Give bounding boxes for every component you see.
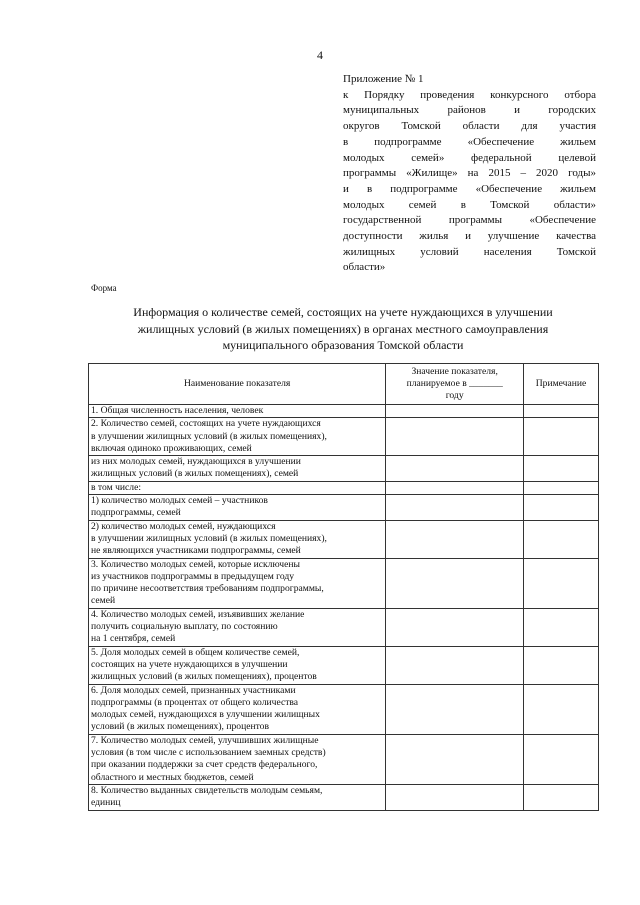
- indicator-name-cell: [89, 418, 386, 456]
- indicator-name-cell: [89, 608, 386, 646]
- indicator-value-cell[interactable]: [386, 495, 524, 521]
- indicator-name-line: из участников подпрограммы в предыдущем году: [91, 570, 295, 582]
- indicator-name-cell: [89, 734, 386, 784]
- indicator-name-cell: [89, 481, 386, 494]
- note-cell[interactable]: [524, 418, 599, 456]
- indicator-name-line: состоящих на учете нуждающихся в улучшении: [91, 658, 288, 670]
- indicator-value-cell[interactable]: [386, 784, 524, 810]
- appendix-line: округов Томской области для участия: [343, 120, 596, 133]
- indicator-name-line: семей: [91, 595, 116, 607]
- table-row: [89, 646, 599, 684]
- header-note: Примечание: [524, 364, 599, 405]
- table-row: [89, 481, 599, 494]
- indicator-name-line: по причине несоответствия требованиям подпрограммы,: [91, 583, 324, 595]
- indicator-name-cell: [89, 495, 386, 521]
- indicator-name-cell: [89, 684, 386, 734]
- page-number: 4: [317, 48, 323, 62]
- indicator-value-cell[interactable]: [386, 456, 524, 482]
- indicator-value-cell[interactable]: [386, 734, 524, 784]
- indicator-name-line: получить социальную выплату, по состоянию: [91, 621, 278, 633]
- indicator-name-line: молодых семей, нуждающихся в улучшении жилищных: [91, 709, 320, 721]
- table-row: [89, 784, 599, 810]
- appendix-line: жилищных условий населения Томской: [343, 245, 596, 258]
- table-row: [89, 418, 599, 456]
- note-cell[interactable]: [524, 784, 599, 810]
- indicator-name-line: условий (в жилых помещениях), процентов: [91, 721, 269, 733]
- note-cell[interactable]: [524, 646, 599, 684]
- note-cell[interactable]: [524, 405, 599, 418]
- indicator-value-cell[interactable]: [386, 558, 524, 608]
- indicator-value-cell[interactable]: [386, 684, 524, 734]
- heading-line: жилищных условий (в жилых помещениях) в органах местного самоуправления: [137, 321, 549, 336]
- indicator-name-line: областного и местных бюджетов, семей: [91, 771, 254, 783]
- table-row: [89, 495, 599, 521]
- note-cell[interactable]: [524, 608, 599, 646]
- appendix-line: области»: [343, 261, 386, 274]
- indicator-name-line: 5. Доля молодых семей в общем количестве семей,: [91, 646, 300, 658]
- indicator-value-cell[interactable]: [386, 405, 524, 418]
- indicator-name-line: в том числе:: [91, 481, 142, 493]
- indicator-name-line: жилищных условий (в жилых помещениях), семей: [91, 468, 299, 480]
- document-heading: [90, 304, 596, 354]
- indicators-table: [88, 363, 599, 811]
- indicator-name-line: жилищных условий (в жилых помещениях), процентов: [91, 671, 317, 683]
- indicator-name-line: единиц: [91, 797, 121, 809]
- indicator-name-line: подпрограммы (в процентах от общего количества: [91, 696, 299, 708]
- indicator-name-line: подпрограммы, семей: [91, 507, 181, 519]
- indicator-name-line: не являющихся участниками подпрограммы, семей: [91, 545, 301, 557]
- indicator-name-line: 2. Количество семей, состоящих на учете нуждающихся: [91, 418, 321, 430]
- indicator-name-line: 1. Общая численность населения, человек: [91, 405, 264, 416]
- appendix-title: Приложение № 1: [343, 73, 424, 85]
- table-row: [89, 684, 599, 734]
- appendix-line: доступности жилья и улучшение качества: [343, 230, 596, 243]
- indicator-name-cell: [89, 520, 386, 558]
- heading-line: муниципального образования Томской области: [222, 338, 464, 352]
- note-cell[interactable]: [524, 456, 599, 482]
- indicator-name-cell: [89, 558, 386, 608]
- form-label: Форма: [91, 283, 117, 293]
- indicator-name-line: 6. Доля молодых семей, признанных участниками: [91, 684, 296, 696]
- appendix-line: программы «Жилище» на 2015 – 2020 годы»: [343, 167, 596, 180]
- appendix-line: молодых семей» федеральной целевой: [343, 151, 596, 164]
- appendix-line: государственной программы «Обеспечение: [343, 214, 596, 227]
- table-row: [89, 520, 599, 558]
- indicator-value-cell[interactable]: [386, 418, 524, 456]
- note-cell[interactable]: [524, 481, 599, 494]
- indicator-name-line: 4. Количество молодых семей, изъявивших желание: [91, 608, 305, 620]
- indicator-name-line: 8. Количество выданных свидетельств молодым семьям,: [91, 784, 323, 796]
- appendix-line: молодых семей в Томской области»: [343, 198, 596, 211]
- note-cell[interactable]: [524, 495, 599, 521]
- indicator-name-line: 2) количество молодых семей, нуждающихся: [91, 520, 276, 532]
- indicator-name-cell: [89, 646, 386, 684]
- note-cell[interactable]: [524, 734, 599, 784]
- heading-line: Информация о количестве семей, состоящих на учете нуждающихся в улучшении: [133, 305, 553, 319]
- header-indicator-name: Наименование показателя: [89, 364, 386, 405]
- indicator-value-cell[interactable]: [386, 520, 524, 558]
- indicator-name-line: 7. Количество молодых семей, улучшивших жилищные: [91, 734, 319, 746]
- indicator-value-cell[interactable]: [386, 608, 524, 646]
- appendix-line: и в подпрограмме «Обеспечение жильем: [343, 182, 596, 195]
- appendix-block: [343, 72, 596, 276]
- indicator-name-line: условия (в том числе с использованием заемных средств): [91, 747, 326, 759]
- indicator-name-cell: [89, 784, 386, 810]
- note-cell[interactable]: [524, 684, 599, 734]
- header-indicator-value: Значение показателя, планируемое в _______ году: [386, 364, 524, 405]
- table-header-row: [89, 364, 599, 405]
- table-row: [89, 456, 599, 482]
- indicator-name-cell: [89, 405, 386, 418]
- appendix-line: к Порядку проведения конкурсного отбора: [343, 88, 596, 101]
- indicator-name-line: при оказании поддержки за счет средств федерального,: [91, 759, 318, 771]
- indicator-name-line: на 1 сентября, семей: [91, 633, 176, 645]
- appendix-line: в подпрограмме «Обеспечение жильем: [343, 135, 596, 148]
- table-row: [89, 405, 599, 418]
- table-row: [89, 734, 599, 784]
- indicator-value-cell[interactable]: [386, 646, 524, 684]
- indicator-name-line: 3. Количество молодых семей, которые исключены: [91, 558, 300, 570]
- note-cell[interactable]: [524, 520, 599, 558]
- appendix-line: муниципальных районов и городских: [343, 104, 596, 117]
- table-row: [89, 558, 599, 608]
- indicator-name-line: в улучшении жилищных условий (в жилых помещениях),: [91, 430, 327, 442]
- indicator-name-line: в улучшении жилищных условий (в жилых помещениях),: [91, 532, 327, 544]
- indicator-name-line: 1) количество молодых семей – участников: [91, 495, 268, 507]
- indicator-name-cell: [89, 456, 386, 482]
- table-row: [89, 608, 599, 646]
- note-cell[interactable]: [524, 558, 599, 608]
- indicator-name-line: из них молодых семей, нуждающихся в улучшении: [91, 456, 301, 468]
- indicator-value-cell[interactable]: [386, 481, 524, 494]
- indicator-name-line: включая одиноко проживающих, семей: [91, 442, 252, 454]
